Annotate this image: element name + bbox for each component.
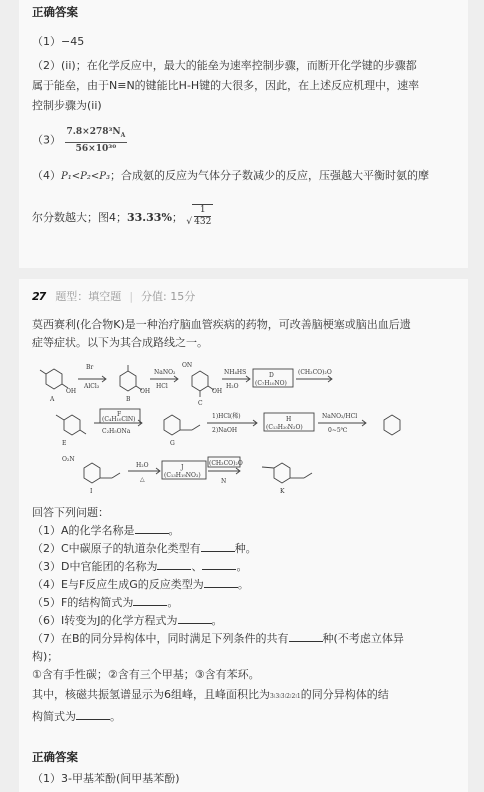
question-number: 27 (32, 290, 46, 303)
label-F: F (117, 411, 122, 418)
label-A: A (50, 396, 55, 403)
formula-J: (C₁₃H₁₉NO₂) (164, 472, 201, 479)
subquestion-2-text: （2）C中碳原子的轨道杂化类型有 (32, 542, 201, 555)
sqrt-numerator: 1 (194, 205, 211, 217)
label-J: J (181, 464, 184, 471)
ring-E (64, 415, 80, 435)
answer-part-1: （1）−45 (32, 35, 85, 48)
reagent-temperature: 0~5℃ (328, 427, 348, 434)
structure-end: 。 (110, 710, 121, 723)
answer-part-4-line-2-text: 尔分数越大；图4； (32, 211, 127, 224)
answer-part-4-line-2 (32, 204, 213, 232)
answer-part-2-line-2: 属于能垒，由于N≡N的键能比H-H键的大很多，因此，在上述反应机理中，速率 (32, 79, 420, 92)
reagent-HCl: HCl (156, 383, 168, 390)
answer-part-3 (32, 126, 127, 155)
synthesis-scheme (32, 357, 452, 497)
subquestion-3 (32, 557, 247, 577)
answer-part-2-line-3: 控制步骤为(ii) (32, 99, 102, 112)
question-meta (32, 287, 195, 307)
subquestion-1-text: （1）A的化学名称是 (32, 524, 135, 537)
subquestion-2 (32, 539, 257, 559)
answer-part-3-label: （3） (32, 133, 61, 147)
reagent-pyridine: N (221, 478, 227, 485)
fraction-denominator: 56×10³⁰ (75, 143, 117, 154)
subquestion-6 (32, 611, 223, 631)
question-stem-line-1: 莫西赛利(化合物K)是一种治疗脑血管疾病的药物，可改善脑梗塞或脑出血后遗 (32, 318, 411, 331)
answer-part-3-fraction (65, 126, 128, 155)
subquestion-7-structure (32, 707, 121, 727)
questions-prompt: 回答下列问题： (32, 506, 109, 519)
label-B: B (126, 396, 131, 403)
fraction-numerator-sub: A (120, 131, 126, 139)
answer-blank (204, 578, 238, 588)
subquestion-3-sep: 、 (191, 560, 203, 573)
label-OH-B: OH (140, 388, 151, 395)
label-C: C (198, 400, 203, 407)
reagent-NaNO2-HCl: NaNO₂/HCl (322, 413, 358, 420)
nmr-ratio: 3∶3∶3∶2∶2∶1 (270, 693, 301, 700)
question-card (19, 279, 468, 792)
answer-part-2-line-1: （2）(ii)；在化学反应中，最大的能垒为速率控制步骤，而断开化学键的步骤都 (32, 59, 417, 72)
question-stem-line-2: 症等症状。以下为其合成路线之一。 (32, 336, 208, 349)
subquestion-5-text: （5）F的结构简式为 (32, 596, 134, 609)
reagent-Br: Br (86, 364, 94, 371)
answer-blank (157, 560, 191, 570)
subquestion-1-end: 。 (168, 524, 180, 537)
question-type: 题型：填空题 (55, 290, 122, 303)
subquestion-7 (32, 629, 404, 649)
answer-part-4-separator: ； (171, 211, 183, 224)
subquestion-4 (32, 575, 249, 595)
subquestion-2-end: 种。 (234, 542, 257, 555)
answer-part-4-label: （4） (32, 169, 61, 182)
sqrt-denominator: 432 (194, 217, 212, 227)
reagent-C2H5ONa: C₂H₅ONa (102, 428, 131, 435)
answer-part-4-line-1 (32, 166, 429, 187)
sqrt-expression: √ $\frac{1}{432}$ (186, 205, 212, 227)
reagent-NaNO2: NaNO₂ (154, 369, 176, 376)
answer-part-4-text: ；合成氨的反应为气体分子数减少的反应，压强越大平衡时氨的摩 (109, 169, 429, 182)
question-score: 分值: 15分 (141, 290, 196, 303)
answer-blank (202, 560, 236, 570)
answer-blank (289, 632, 323, 642)
reagent-H2O: H₂O (226, 383, 239, 390)
subquestion-4-end: 。 (237, 578, 249, 591)
label-OH-C: OH (212, 388, 223, 395)
isomer-conditions: ①含有手性碳；②含有三个甲基；③含有苯环。 (32, 668, 260, 681)
label-OH-A: OH (66, 388, 77, 395)
subquestion-6-text: （6）I转变为J的化学方程式为 (32, 614, 178, 627)
meta-divider: | (129, 290, 134, 303)
subquestion-1 (32, 521, 180, 541)
structure-text: 构简式为 (32, 710, 76, 723)
label-G: G (170, 440, 175, 447)
nmr-text: 其中，核磁共振氢谱显示为6组峰，且峰面积比为 (32, 688, 270, 701)
pressure-relation: P₁<P₂<P₃ (61, 171, 110, 182)
answer-blank (135, 524, 169, 534)
ring-B (120, 371, 136, 391)
subquestion-5-end: 。 (167, 596, 179, 609)
reagent-delta: △ (140, 476, 145, 483)
fraction-numerator: 7.8×278³N (66, 127, 121, 137)
subquestion-4-text: （4）E与F反应生成G的反应类型为 (32, 578, 204, 591)
ring-I-top (384, 415, 400, 435)
reagent-H2O-2: H₂O (136, 462, 149, 469)
ring-G (164, 415, 180, 435)
reagent-Ac2O-2: (CH₃CO)₂O (209, 460, 243, 467)
reagent-NaOH: 2)NaOH (212, 427, 238, 434)
answer-heading-2: 正确答案 (32, 750, 78, 764)
subquestion-3-text: （3）D中官能团的名称为 (32, 560, 158, 573)
formula-D: (C₇H₁₀NO) (255, 380, 287, 387)
ring-K (274, 463, 290, 483)
label-O2N: O₂N (62, 456, 75, 463)
formula-H: (C₁₃H₂₀N₂O) (266, 424, 303, 431)
ring-I (84, 463, 100, 483)
answer-blank (178, 614, 212, 624)
subquestion-7-nmr (32, 685, 389, 707)
answer-blank (201, 542, 235, 552)
label-H: H (286, 416, 292, 423)
reagent-NH4HS: NH₄HS (224, 369, 247, 376)
label-ON: ON (182, 362, 193, 369)
reagent-HCl-dilute: 1)HCl(稀) (212, 413, 241, 420)
label-K: K (280, 488, 285, 495)
answer-blank (133, 596, 167, 606)
nmr-text-2: 的同分异构体的结 (300, 688, 389, 701)
reagent-AlCl3: AlCl₃ (84, 383, 100, 390)
ring-C (192, 371, 208, 391)
subquestion-7-cont: 构)； (32, 650, 59, 663)
label-I: I (90, 488, 93, 495)
subquestion-7-text-2: 种(不考虑立体异 (322, 632, 404, 645)
formula-F: (C₄H₁₀ClN) (102, 416, 136, 423)
subquestion-5 (32, 593, 178, 613)
label-E: E (62, 440, 67, 447)
reagent-Ac2O: (CH₃CO)₂O (298, 369, 332, 376)
answer-card-previous (19, 0, 468, 268)
subquestion-3-end: 。 (236, 560, 248, 573)
subquestion-6-end: 。 (211, 614, 223, 627)
answer-blank (76, 710, 110, 720)
answer-heading: 正确答案 (32, 5, 78, 19)
answer-2-part-1: （1）3-甲基苯酚(间甲基苯酚) (32, 772, 180, 785)
mole-fraction-value: 33.33% (127, 211, 172, 224)
label-D: D (269, 372, 274, 379)
ring-A (46, 369, 62, 389)
subquestion-7-text: （7）在B的同分异构体中，同时满足下列条件的共有 (32, 632, 289, 645)
